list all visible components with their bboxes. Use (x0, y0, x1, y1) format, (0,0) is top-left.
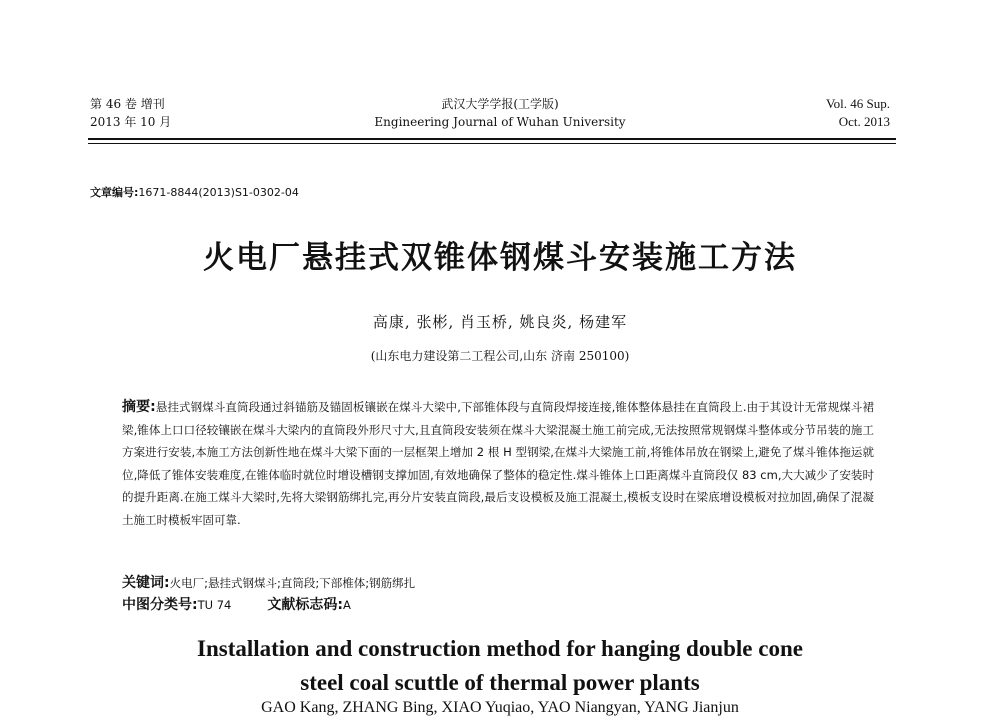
affiliation-cn: (山东电力建设第二工程公司,山东 济南 250100) (370, 349, 630, 363)
header-right (826, 95, 890, 131)
title-cn: 火电厂悬挂式双锥体钢煤斗安装施工方法 (203, 240, 797, 276)
journal-name-en: Engineering Journal of Wuhan University (374, 115, 626, 129)
volume-issue-cn: 第 46 卷 增刊 (90, 97, 165, 111)
clc-value: TU 74 (197, 598, 232, 612)
keywords-text: 火电厂;悬挂式钢煤斗;直筒段;下部椎体;钢筋绑扎 (169, 576, 416, 590)
title-en-line1: Installation and construction method for hanging double cone (197, 636, 803, 661)
header-rule-thick (88, 138, 896, 140)
journal-name-cn: 武汉大学学报(工学版) (441, 97, 559, 111)
header-rule-thin (88, 143, 896, 144)
abstract-label: 摘要: (122, 399, 156, 415)
doc-code-value: A (342, 598, 351, 612)
date-cn: 2013 年 10 月 (90, 115, 172, 129)
article-number-value: 1671-8844(2013)S1-0302-04 (138, 186, 299, 199)
title-en (0, 632, 1000, 700)
doc-code-label: 文献标志码: (267, 597, 343, 613)
date-en: Oct. 2013 (838, 114, 890, 129)
keywords (122, 572, 415, 592)
classification (122, 594, 351, 614)
clc-label: 中图分类号: (122, 597, 198, 613)
abstract-text: 悬挂式钢煤斗直筒段通过斜锚筋及锚固板镶嵌在煤斗大梁中,下部锥体段与直筒段焊接连接,锥体整体悬挂在直筒段上.由于其设计无常规煤斗裙梁,锥体上口口径较镶嵌在煤斗大梁内的直筒段外形尺寸大,且直筒段安装须在煤斗大梁混凝土施工前完成,无法按照常规钢煤斗整体或分节吊装的施工方案进行安装,本施工方法创新性地在煤斗大梁下面的一层框架上增加 2 根 H 型钢梁,在煤斗大梁施工前,将锥体吊放在钢梁上,避免了煤斗锥体拖运就位,降低了锥体安装难度,在锥体临时就位时增设槽钢支撑加固,有效地确保了整体的稳定性.煤斗锥体上口距离煤斗直筒段仅 83 cm,大大减少了安装时的提升距离.在施工煤斗大梁时,先将大梁钢筋绑扎完,再分片安装直筒段,最后支设模板及施工混凝土,模板支设时在梁底增设模板对拉加固,确保了混凝土施工时模板牢固可靠. (122, 400, 874, 527)
authors-en: GAO Kang, ZHANG Bing, XIAO Yuqiao, YAO Niangyan, YANG Jianjun (261, 699, 739, 716)
abstract (122, 396, 874, 531)
article-number (90, 184, 299, 200)
volume-issue-en: Vol. 46 Sup. (825, 96, 890, 111)
title-en-line2: steel coal scuttle of thermal power plants (300, 670, 700, 695)
article-number-label: 文章编号: (90, 186, 139, 199)
authors-cn: 高康, 张彬, 肖玉桥, 姚良炎, 杨建军 (372, 313, 628, 331)
keywords-label: 关键词: (122, 575, 170, 591)
